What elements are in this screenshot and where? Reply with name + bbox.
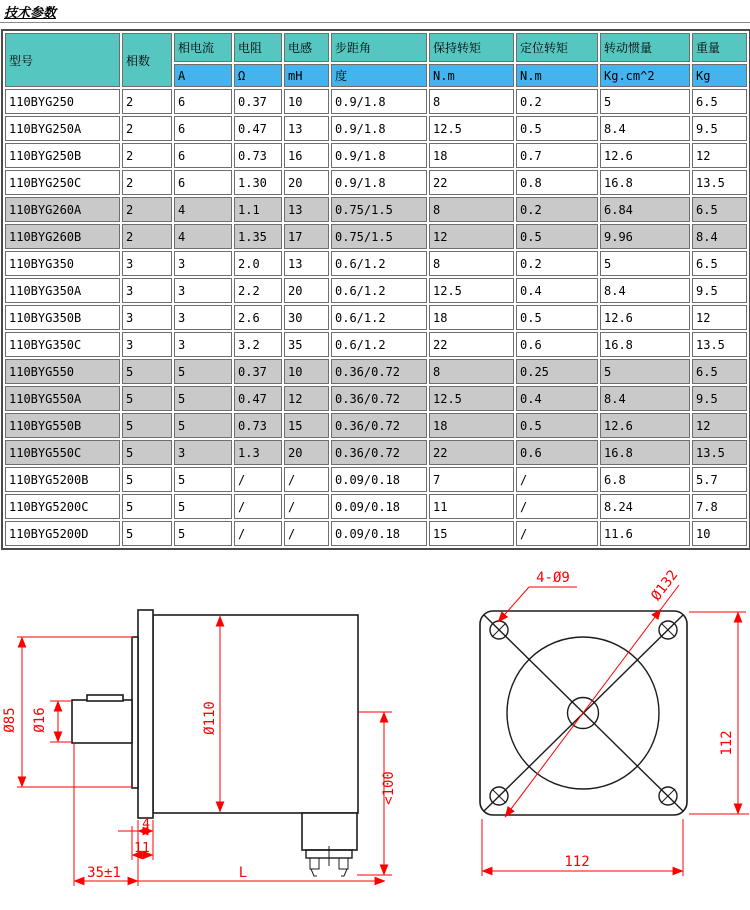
table-cell: 20: [284, 170, 329, 195]
table-cell: 5: [600, 251, 690, 276]
dim-label-side-height: 112: [719, 730, 735, 756]
dim-max-height: [357, 712, 397, 875]
table-cell: 0.6/1.2: [331, 251, 427, 276]
table-cell: 0.25: [516, 359, 598, 384]
front-view-drawing: [465, 558, 750, 903]
table-cell: 5: [174, 467, 232, 492]
unit-inertia: Kg.cm^2: [600, 64, 690, 87]
table-cell: 110BYG350B: [5, 305, 120, 330]
dim-label-body-dia: Ø110: [202, 701, 218, 735]
table-cell: 6.5: [692, 89, 747, 114]
table-cell: 12: [284, 386, 329, 411]
table-cell: 12.5: [429, 386, 514, 411]
table-cell: 2: [122, 116, 172, 141]
col-header-holding-torque: 保持转矩: [429, 33, 514, 62]
table-cell: 30: [284, 305, 329, 330]
col-header-phases: 相数: [122, 33, 172, 87]
page-title: 技术参数: [4, 6, 57, 21]
table-cell: 17: [284, 224, 329, 249]
table-cell: 0.75/1.5: [331, 197, 427, 222]
table-cell: 3: [174, 251, 232, 276]
table-cell: 8.4: [600, 116, 690, 141]
table-cell: 4: [174, 224, 232, 249]
table-cell: 0.73: [234, 143, 282, 168]
table-cell: 7.8: [692, 494, 747, 519]
table-cell: 5: [122, 386, 172, 411]
table-cell: 16.8: [600, 332, 690, 357]
table-cell: 9.96: [600, 224, 690, 249]
table-cell: 3.2: [234, 332, 282, 357]
mounting-flange: [138, 610, 153, 818]
table-cell: 3: [174, 440, 232, 465]
dim-side-height: [689, 612, 749, 814]
table-cell: 3: [122, 251, 172, 276]
col-header-step-angle: 步距角: [331, 33, 427, 62]
table-cell: 0.9/1.8: [331, 89, 427, 114]
table-cell: 8.4: [692, 224, 747, 249]
table-cell: 2.6: [234, 305, 282, 330]
table-cell: 4: [174, 197, 232, 222]
table-cell: 5: [174, 494, 232, 519]
table-cell: 0.9/1.8: [331, 170, 427, 195]
table-cell: 5: [174, 521, 232, 546]
table-cell: 16.8: [600, 170, 690, 195]
table-cell: 13: [284, 251, 329, 276]
table-cell: 110BYG250A: [5, 116, 120, 141]
table-cell: 0.5: [516, 116, 598, 141]
table-row: [5, 251, 747, 276]
table-cell: 1.35: [234, 224, 282, 249]
col-header-inductance: 电感: [284, 33, 329, 62]
table-cell: 6: [174, 143, 232, 168]
table-cell: /: [284, 494, 329, 519]
table-cell: 13.5: [692, 170, 747, 195]
table-cell: 5: [174, 386, 232, 411]
table-cell: 20: [284, 278, 329, 303]
spec-table: [1, 29, 750, 550]
table-cell: /: [516, 467, 598, 492]
table-cell: 5: [122, 467, 172, 492]
table-cell: /: [516, 521, 598, 546]
table-cell: 8: [429, 251, 514, 276]
table-cell: 6: [174, 89, 232, 114]
dim-label-diag-dia: Ø132: [648, 567, 682, 604]
table-cell: 110BYG5200B: [5, 467, 120, 492]
table-cell: 13.5: [692, 440, 747, 465]
table-cell: 16: [284, 143, 329, 168]
table-cell: 0.37: [234, 359, 282, 384]
table-cell: 3: [122, 305, 172, 330]
dim-side-width: [482, 819, 683, 876]
table-cell: 110BYG250C: [5, 170, 120, 195]
unit-weight: Kg: [692, 64, 747, 87]
table-cell: 5: [122, 413, 172, 438]
table-cell: 13.5: [692, 332, 747, 357]
table-cell: 16.8: [600, 440, 690, 465]
col-header-detent-torque: 定位转矩: [516, 33, 598, 62]
table-cell: 6.5: [692, 197, 747, 222]
table-cell: 0.4: [516, 278, 598, 303]
table-cell: 8.24: [600, 494, 690, 519]
table-cell: 110BYG5200D: [5, 521, 120, 546]
table-cell: 2.0: [234, 251, 282, 276]
table-cell: 8.4: [600, 386, 690, 411]
table-cell: 10: [692, 521, 747, 546]
table-cell: 1.30: [234, 170, 282, 195]
table-cell: 35: [284, 332, 329, 357]
table-cell: 0.7: [516, 143, 598, 168]
table-cell: 0.5: [516, 305, 598, 330]
table-cell: 0.09/0.18: [331, 494, 427, 519]
table-cell: 110BYG250: [5, 89, 120, 114]
table-cell: /: [284, 467, 329, 492]
table-cell: 110BYG260B: [5, 224, 120, 249]
table-cell: 110BYG260A: [5, 197, 120, 222]
table-cell: 0.73: [234, 413, 282, 438]
table-cell: 0.6/1.2: [331, 305, 427, 330]
unit-resistance: Ω: [234, 64, 282, 87]
table-cell: 0.6/1.2: [331, 278, 427, 303]
motor-body: [153, 615, 358, 813]
table-cell: 0.9/1.8: [331, 116, 427, 141]
table-cell: 110BYG5200C: [5, 494, 120, 519]
table-cell: 0.9/1.8: [331, 143, 427, 168]
table-row: [5, 467, 747, 492]
table-cell: 3: [174, 305, 232, 330]
table-cell: 110BYG550B: [5, 413, 120, 438]
table-cell: 10: [284, 89, 329, 114]
table-cell: 5.7: [692, 467, 747, 492]
table-cell: 5: [174, 359, 232, 384]
table-cell: /: [234, 467, 282, 492]
table-cell: /: [284, 521, 329, 546]
table-cell: 1.1: [234, 197, 282, 222]
table-cell: 1.3: [234, 440, 282, 465]
table-row: [5, 440, 747, 465]
side-view-drawing: [0, 558, 465, 903]
col-header-model: 型号: [5, 33, 120, 87]
table-cell: 13: [284, 116, 329, 141]
unit-step-angle: 度: [331, 64, 427, 87]
table-cell: 12: [692, 305, 747, 330]
table-cell: 2: [122, 170, 172, 195]
table-cell: 18: [429, 305, 514, 330]
table-row: [5, 521, 747, 546]
table-cell: 8: [429, 359, 514, 384]
shaft-key: [87, 695, 123, 701]
table-cell: 110BYG350C: [5, 332, 120, 357]
table-cell: /: [516, 494, 598, 519]
table-cell: 22: [429, 440, 514, 465]
table-cell: 8: [429, 89, 514, 114]
spec-table-body: [5, 89, 747, 546]
table-cell: 12.6: [600, 413, 690, 438]
table-cell: 7: [429, 467, 514, 492]
table-cell: 110BYG350: [5, 251, 120, 276]
unit-holding-torque: N.m: [429, 64, 514, 87]
table-row: [5, 494, 747, 519]
table-cell: 3: [174, 332, 232, 357]
table-row: [5, 359, 747, 384]
col-header-resistance: 电阻: [234, 33, 282, 62]
table-cell: 0.47: [234, 116, 282, 141]
table-cell: 0.2: [516, 197, 598, 222]
table-cell: 8: [429, 197, 514, 222]
table-cell: 110BYG250B: [5, 143, 120, 168]
table-row: [5, 413, 747, 438]
dim-label-mount-holes: 4-Ø9: [536, 570, 570, 586]
table-cell: 0.2: [516, 251, 598, 276]
table-cell: 9.5: [692, 386, 747, 411]
table-cell: 5: [174, 413, 232, 438]
table-cell: 2: [122, 143, 172, 168]
table-cell: 2: [122, 224, 172, 249]
table-cell: 18: [429, 413, 514, 438]
table-cell: 5: [122, 494, 172, 519]
table-cell: 0.5: [516, 413, 598, 438]
table-cell: 12: [429, 224, 514, 249]
table-row: [5, 386, 747, 411]
table-cell: 9.5: [692, 278, 747, 303]
table-cell: 110BYG550A: [5, 386, 120, 411]
table-cell: 0.6/1.2: [331, 332, 427, 357]
table-cell: 18: [429, 143, 514, 168]
table-cell: 5: [122, 359, 172, 384]
table-cell: 0.36/0.72: [331, 413, 427, 438]
table-row: [5, 197, 747, 222]
dim-shaft-dia: [32, 701, 72, 742]
table-cell: 110BYG550C: [5, 440, 120, 465]
table-cell: 5: [122, 440, 172, 465]
table-cell: /: [234, 521, 282, 546]
table-cell: 3: [122, 278, 172, 303]
table-cell: 0.47: [234, 386, 282, 411]
table-cell: 3: [122, 332, 172, 357]
table-cell: 3: [174, 278, 232, 303]
unit-inductance: mH: [284, 64, 329, 87]
table-cell: 0.75/1.5: [331, 224, 427, 249]
table-cell: 6.8: [600, 467, 690, 492]
shaft: [72, 700, 132, 743]
table-cell: 15: [284, 413, 329, 438]
dim-label-max-height: <100: [381, 771, 397, 805]
dim-label-side-width: 112: [564, 854, 590, 870]
table-cell: 2: [122, 89, 172, 114]
table-cell: 0.4: [516, 386, 598, 411]
table-cell: 13: [284, 197, 329, 222]
table-cell: 12: [692, 413, 747, 438]
table-row: [5, 116, 747, 141]
table-cell: 6.84: [600, 197, 690, 222]
table-cell: 6.5: [692, 251, 747, 276]
table-row: [5, 170, 747, 195]
table-cell: 6.5: [692, 359, 747, 384]
table-cell: 5: [600, 359, 690, 384]
table-cell: 0.36/0.72: [331, 359, 427, 384]
table-cell: 12.5: [429, 116, 514, 141]
dimension-drawings: [0, 558, 750, 903]
col-header-weight: 重量: [692, 33, 747, 62]
table-cell: 0.36/0.72: [331, 440, 427, 465]
dim-label-body-length: L: [238, 865, 248, 881]
table-row: [5, 224, 747, 249]
table-cell: 0.8: [516, 170, 598, 195]
table-cell: 12: [692, 143, 747, 168]
table-cell: 20: [284, 440, 329, 465]
table-cell: 12.6: [600, 305, 690, 330]
col-header-inertia: 转动惯量: [600, 33, 690, 62]
pilot-boss: [132, 637, 138, 788]
table-cell: 22: [429, 170, 514, 195]
table-cell: 22: [429, 332, 514, 357]
table-cell: 2: [122, 197, 172, 222]
table-row: [5, 332, 747, 357]
table-cell: 110BYG550: [5, 359, 120, 384]
table-cell: 10: [284, 359, 329, 384]
table-cell: 0.36/0.72: [331, 386, 427, 411]
dim-label-shaft-length: 35±1: [87, 865, 121, 881]
dim-label-flange-thickness: 4: [142, 817, 150, 832]
table-cell: 12.6: [600, 143, 690, 168]
table-row: [5, 143, 747, 168]
dim-label-shaft-boss-dia: Ø85: [2, 707, 18, 733]
dim-label-boss-depth: 11: [134, 841, 150, 856]
table-cell: 11: [429, 494, 514, 519]
unit-detent-torque: N.m: [516, 64, 598, 87]
table-cell: 9.5: [692, 116, 747, 141]
table-cell: 5: [122, 521, 172, 546]
table-row: [5, 278, 747, 303]
table-cell: 0.6: [516, 332, 598, 357]
table-cell: 110BYG350A: [5, 278, 120, 303]
table-cell: 12.5: [429, 278, 514, 303]
page-title-bar: [0, 0, 750, 23]
dim-label-shaft-dia: Ø16: [32, 707, 48, 733]
table-cell: 0.5: [516, 224, 598, 249]
table-cell: 15: [429, 521, 514, 546]
table-cell: 2.2: [234, 278, 282, 303]
table-cell: 0.09/0.18: [331, 467, 427, 492]
table-cell: 8.4: [600, 278, 690, 303]
table-row: [5, 305, 747, 330]
col-header-current: 相电流: [174, 33, 232, 62]
table-cell: 0.6: [516, 440, 598, 465]
table-cell: 5: [600, 89, 690, 114]
unit-current: A: [174, 64, 232, 87]
table-cell: 0.2: [516, 89, 598, 114]
table-cell: /: [234, 494, 282, 519]
table-row: [5, 89, 747, 114]
table-cell: 11.6: [600, 521, 690, 546]
table-cell: 6: [174, 116, 232, 141]
terminal-connector: [302, 813, 357, 876]
table-cell: 0.09/0.18: [331, 521, 427, 546]
table-cell: 6: [174, 170, 232, 195]
table-cell: 0.37: [234, 89, 282, 114]
